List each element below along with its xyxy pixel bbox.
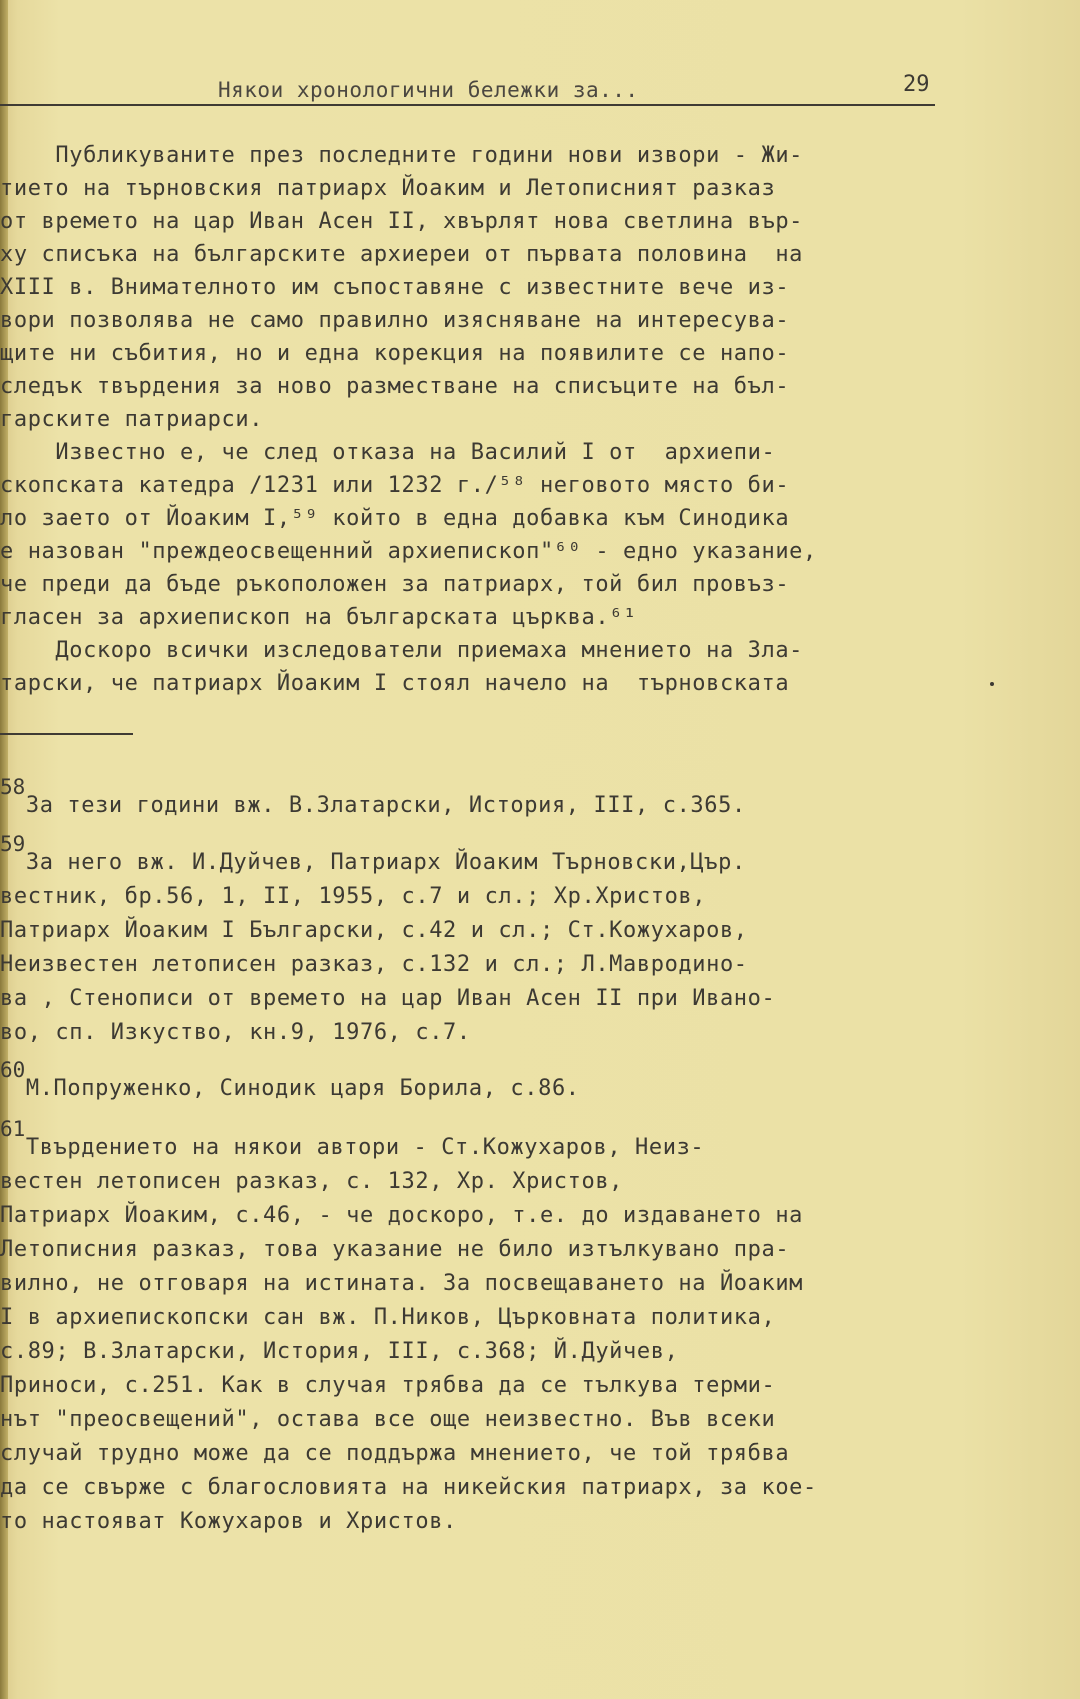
stray-dot bbox=[990, 682, 994, 686]
footnote-line: Летописния разказ, това указание не било изтълкувано пра- bbox=[0, 1237, 790, 1262]
body-line: че преди да бъде ръкоположен за патриарх, той бил провъз- bbox=[0, 572, 790, 597]
footnote-line: За него вж. И.Дуйчев, Патриарх Йоаким Търновски,Цър. bbox=[12, 850, 746, 875]
footnote-line: ва , Стенописи от времето на цар Иван Асен II при Ивано- bbox=[0, 986, 776, 1011]
footnote-line: вилно, не отговаря на истината. За посвещаването на Йоаким bbox=[0, 1271, 804, 1296]
body-line: гарските патриарси. bbox=[0, 407, 264, 432]
footnote-line: Патриарх Йоаким I Български, с.42 и сл.; Ст.Кожухаров, bbox=[0, 918, 748, 943]
footnote-marker: 60 bbox=[0, 1058, 26, 1082]
footnote-line: нът "преосвещений", остава все още неизвестно. Във всеки bbox=[0, 1407, 776, 1432]
footnote-line: Твърдението на някои автори - Ст.Кожухаров, Неиз- bbox=[12, 1135, 705, 1160]
running-head bbox=[0, 72, 935, 106]
footnote-line: I в архиепископски сан вж. П.Ников, Църковната политика, bbox=[0, 1305, 776, 1330]
body-line: следък твърдения за ново разместване на списъците на бъл- bbox=[0, 374, 790, 399]
footnote-line: За тези години вж. В.Златарски, История, III, с.365. bbox=[12, 793, 746, 818]
body-line: от времето на цар Иван Асен II, хвърлят нова светлина вър- bbox=[0, 209, 804, 234]
body-line: Доскоро всички изследователи приемаха мнението на Зла- bbox=[0, 638, 804, 663]
body-line: ху списъка на българските архиереи от първата половина на bbox=[0, 242, 804, 267]
page-number: 29 bbox=[903, 72, 930, 97]
footnote-marker: 61 bbox=[0, 1117, 26, 1141]
footnote-line: М.Попруженко, Синодик царя Борила, с.86. bbox=[12, 1076, 580, 1101]
running-title: Някои хронологични бележки за... bbox=[218, 78, 639, 102]
body-line: вори позволява не само правилно изясняване на интересува- bbox=[0, 308, 790, 333]
body-line: е назован "преждеосвещенний архиепископ"⁶⁰ - едно указание, bbox=[0, 539, 817, 564]
footnote-line: с.89; В.Златарски, История, III, с.368; Й.Дуйчев, bbox=[0, 1339, 679, 1364]
footnote-line: вестен летописен разказ, с. 132, Хр. Христов, bbox=[0, 1169, 624, 1194]
footnote-marker: 58 bbox=[0, 775, 26, 799]
body-line: Известно е, че след отказа на Василий I от архиепи- bbox=[0, 440, 776, 465]
body-line: тието на търновския патриарх Йоаким и Летописният разказ bbox=[0, 176, 776, 201]
body-line: Публикуваните през последните години нови извори - Жи- bbox=[0, 143, 804, 168]
body-line: тарски, че патриарх Йоаким I стоял начело на търновската bbox=[0, 671, 790, 696]
footnote-line: вестник, бр.56, 1, II, 1955, с.7 и сл.; Хр.Христов, bbox=[0, 884, 707, 909]
footnote-line: Патриарх Йоаким, с.46, - че доскоро, т.е. до издаването на bbox=[0, 1203, 804, 1228]
footnote-marker: 59 bbox=[0, 832, 26, 856]
body-line: щите ни събития, но и една корекция на появилите се напо- bbox=[0, 341, 790, 366]
footnote-line: во, сп. Изкуство, кн.9, 1976, с.7. bbox=[0, 1020, 471, 1045]
body-line: скопската катедра /1231 или 1232 г./⁵⁸ неговото място би- bbox=[0, 473, 790, 498]
footnote-line: Неизвестен летописен разказ, с.132 и сл.; Л.Мавродино- bbox=[0, 952, 748, 977]
footnote-line: то настояват Кожухаров и Христов. bbox=[0, 1509, 457, 1534]
footnote-line: да се свърже с благословията на никейския патриарх, за кое- bbox=[0, 1475, 817, 1500]
body-line: XIII в. Внимателното им съпоставяне с известните вече из- bbox=[0, 275, 790, 300]
body-line: ло заето от Йоаким I,⁵⁹ който в една добавка към Синодика bbox=[0, 506, 790, 531]
header-rule bbox=[0, 104, 935, 106]
footnote-line: случай трудно може да се поддържа мнението, че той трябва bbox=[0, 1441, 790, 1466]
footnote-rule bbox=[0, 733, 133, 735]
footnote-line: Приноси, с.251. Как в случая трябва да се тълкува терми- bbox=[0, 1373, 776, 1398]
body-line: гласен за архиепископ на българската църква.⁶¹ bbox=[0, 605, 637, 630]
